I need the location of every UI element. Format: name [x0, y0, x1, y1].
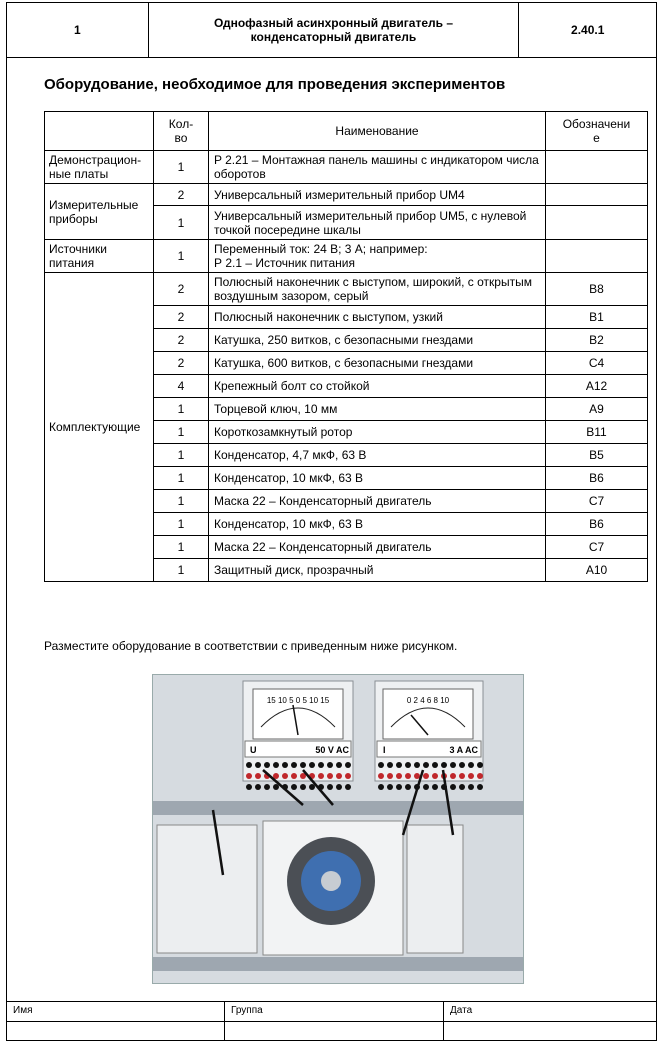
table-row	[45, 240, 648, 273]
name-cell: Переменный ток: 24 В; 3 А; например: Р 2.1 – Источник питания	[209, 240, 546, 273]
header-title-line2: конденсаторный двигатель	[250, 30, 417, 44]
code-cell: B6	[546, 513, 648, 536]
footer-label-row	[7, 1002, 656, 1021]
socket	[327, 773, 333, 779]
socket	[300, 784, 306, 790]
socket	[309, 762, 315, 768]
meter-right-label: I	[383, 745, 386, 755]
code-cell: B2	[546, 329, 648, 352]
header-name: Наименование	[209, 112, 546, 151]
qty-cell: 2	[154, 184, 209, 206]
socket	[246, 762, 252, 768]
socket	[459, 773, 465, 779]
socket	[291, 773, 297, 779]
code-cell	[546, 206, 648, 240]
socket	[423, 773, 429, 779]
table-row	[45, 273, 648, 306]
socket	[309, 784, 315, 790]
socket	[345, 784, 351, 790]
qty-cell: 1	[154, 444, 209, 467]
socket	[432, 762, 438, 768]
code-cell: A10	[546, 559, 648, 582]
header-title-line1: Однофазный асинхронный двигатель –	[213, 16, 454, 30]
category-cell: Комплектующие	[45, 273, 154, 582]
code-cell: C7	[546, 536, 648, 559]
document-header	[6, 2, 657, 58]
socket	[336, 784, 342, 790]
socket	[450, 762, 456, 768]
socket	[405, 762, 411, 768]
code-cell: B1	[546, 306, 648, 329]
setup-illustration	[153, 675, 524, 984]
table-row	[45, 151, 648, 184]
socket	[264, 784, 270, 790]
name-cell: Полюсный наконечник с выступом, узкий	[209, 306, 546, 329]
socket	[273, 784, 279, 790]
socket	[327, 784, 333, 790]
socket	[378, 762, 384, 768]
socket	[450, 784, 456, 790]
meter-right-range: 3 A AC	[449, 745, 478, 755]
category-cell: Демонстрацион- ные платы	[45, 151, 154, 184]
code-cell	[546, 240, 648, 273]
header-qty: Кол- во	[154, 112, 209, 151]
socket	[396, 762, 402, 768]
footer-group-field[interactable]	[225, 1022, 444, 1040]
section-title: Оборудование, необходимое для проведения экспериментов	[44, 76, 506, 93]
socket	[477, 762, 483, 768]
instruction-text: Разместите оборудование в соответствии с приведенным ниже рисунком.	[44, 639, 458, 653]
header-title	[149, 3, 520, 57]
socket	[432, 773, 438, 779]
socket	[327, 762, 333, 768]
footer-group-label: Группа	[225, 1002, 444, 1021]
socket	[387, 784, 393, 790]
socket	[246, 773, 252, 779]
meter-right-scale: 0 2 4 6 8 10	[406, 696, 450, 705]
socket	[273, 762, 279, 768]
qty-cell: 1	[154, 206, 209, 240]
socket	[300, 762, 306, 768]
name-cell: Защитный диск, прозрачный	[209, 559, 546, 582]
name-cell: Конденсатор, 10 мкФ, 63 В	[209, 513, 546, 536]
socket	[396, 773, 402, 779]
footer-name-field[interactable]	[7, 1022, 225, 1040]
footer-table	[6, 1001, 657, 1041]
code-cell	[546, 184, 648, 206]
category-cell: Измерительные приборы	[45, 184, 154, 240]
code-cell: A12	[546, 375, 648, 398]
socket	[291, 784, 297, 790]
table-row	[45, 184, 648, 206]
socket	[468, 762, 474, 768]
socket	[468, 784, 474, 790]
socket	[414, 773, 420, 779]
socket	[378, 784, 384, 790]
socket	[405, 773, 411, 779]
qty-cell: 1	[154, 559, 209, 582]
name-cell: Катушка, 600 витков, с безопасными гнездами	[209, 352, 546, 375]
socket	[282, 773, 288, 779]
socket	[336, 773, 342, 779]
socket	[405, 784, 411, 790]
qty-cell: 1	[154, 151, 209, 184]
footer-date-label: Дата	[450, 1005, 473, 1016]
qty-cell: 2	[154, 273, 209, 306]
qty-cell: 1	[154, 467, 209, 490]
socket	[450, 773, 456, 779]
socket	[291, 762, 297, 768]
code-cell	[546, 151, 648, 184]
header-category	[45, 112, 154, 151]
name-cell: Конденсатор, 4,7 мкФ, 63 В	[209, 444, 546, 467]
socket	[468, 773, 474, 779]
qty-cell: 4	[154, 375, 209, 398]
name-cell: Торцевой ключ, 10 мм	[209, 398, 546, 421]
meter-left-scale: 15 10 5 0 5 10 15	[266, 696, 330, 705]
socket	[264, 762, 270, 768]
qty-cell: 1	[154, 240, 209, 273]
name-cell: Крепежный болт со стойкой	[209, 375, 546, 398]
meter-left-label: U	[250, 745, 257, 755]
name-cell: P 2.21 – Монтажная панель машины с индикатором числа оборотов	[209, 151, 546, 184]
qty-cell: 1	[154, 513, 209, 536]
qty-cell: 1	[154, 398, 209, 421]
code-cell: B6	[546, 467, 648, 490]
socket	[423, 762, 429, 768]
name-cell: Универсальный измерительный прибор UM5, с нулевой точкой посередине шкалы	[209, 206, 546, 240]
socket	[459, 784, 465, 790]
socket	[387, 773, 393, 779]
footer-date-field[interactable]	[444, 1022, 656, 1040]
setup-photo	[152, 674, 524, 984]
socket	[255, 784, 261, 790]
socket	[387, 762, 393, 768]
header-code-col: Обозначени е	[546, 112, 648, 151]
name-cell: Маска 22 – Конденсаторный двигатель	[209, 490, 546, 513]
footer-value-row	[7, 1021, 656, 1040]
code-cell: A9	[546, 398, 648, 421]
table-header-row	[45, 112, 648, 151]
socket	[345, 762, 351, 768]
socket	[477, 773, 483, 779]
socket	[246, 784, 252, 790]
footer-name-label: Имя	[7, 1002, 225, 1021]
code-cell: C7	[546, 490, 648, 513]
socket	[255, 762, 261, 768]
name-cell: Полюсный наконечник с выступом, широкий, с открытым воздушным зазором, серый	[209, 273, 546, 306]
meter-left-range: 50 V AC	[315, 745, 349, 755]
socket	[432, 784, 438, 790]
socket	[423, 784, 429, 790]
qty-cell: 1	[154, 536, 209, 559]
qty-cell: 2	[154, 352, 209, 375]
socket	[378, 773, 384, 779]
qty-cell: 1	[154, 421, 209, 444]
socket	[459, 762, 465, 768]
socket	[318, 762, 324, 768]
code-cell: B11	[546, 421, 648, 444]
socket	[255, 773, 261, 779]
socket	[441, 762, 447, 768]
socket	[318, 773, 324, 779]
name-cell: Маска 22 – Конденсаторный двигатель	[209, 536, 546, 559]
socket	[477, 784, 483, 790]
header-number: 1	[7, 3, 149, 57]
socket	[414, 762, 420, 768]
name-cell: Катушка, 250 витков, с безопасными гнездами	[209, 329, 546, 352]
socket	[345, 773, 351, 779]
code-cell: B5	[546, 444, 648, 467]
code-cell: B8	[546, 273, 648, 306]
header-code: 2.40.1	[571, 23, 605, 37]
category-cell: Источники питания	[45, 240, 154, 273]
socket	[282, 762, 288, 768]
code-cell: C4	[546, 352, 648, 375]
name-cell: Универсальный измерительный прибор UM4	[209, 184, 546, 206]
qty-cell: 1	[154, 490, 209, 513]
socket	[336, 762, 342, 768]
name-cell: Конденсатор, 10 мкФ, 63 В	[209, 467, 546, 490]
name-cell: Короткозамкнутый ротор	[209, 421, 546, 444]
equipment-table	[44, 111, 648, 582]
socket	[396, 784, 402, 790]
qty-cell: 2	[154, 329, 209, 352]
qty-cell: 2	[154, 306, 209, 329]
